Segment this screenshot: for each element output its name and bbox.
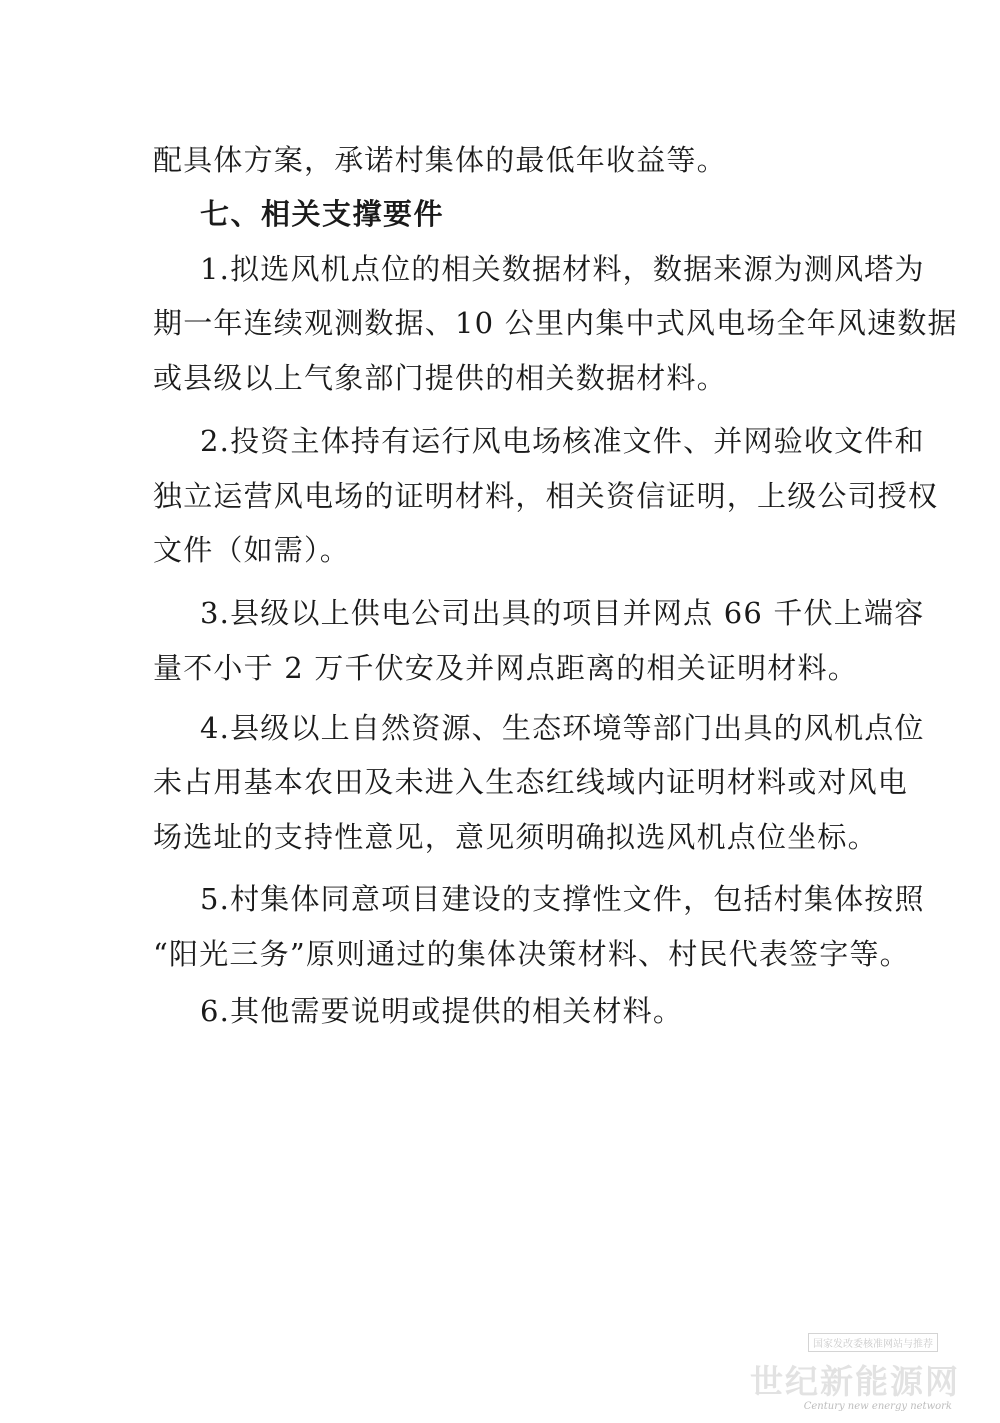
paragraph-line: 或县级以上气象部门提供的相关数据材料。: [153, 361, 727, 395]
watermark-subtitle: Century new energy network: [803, 1401, 952, 1412]
paragraph-line: 独立运营风电场的证明材料，相关资信证明，上级公司授权: [153, 479, 939, 513]
paragraph-line: 4.县级以上自然资源、生态环境等部门出具的风机点位: [200, 711, 925, 745]
section-heading: 七、相关支撑要件: [200, 197, 445, 231]
paragraph-line: 3.县级以上供电公司出具的项目并网点 66 千伏上端容: [200, 596, 925, 630]
site-watermark: [750, 1302, 980, 1422]
paragraph-line: 文件（如需）。: [153, 533, 350, 567]
paragraph-line: 1.拟选风机点位的相关数据材料，数据来源为测风塔为: [200, 252, 925, 286]
paragraph-line: 场选址的支持性意见，意见须明确拟选风机点位坐标。: [153, 820, 878, 854]
paragraph-line: 期一年连续观测数据、10 公里内集中式风电场全年风速数据: [153, 306, 958, 340]
watermark-brand: 世纪新能源网: [750, 1362, 960, 1401]
paragraph-line: 未占用基本农田及未进入生态红线域内证明材料或对风电: [153, 765, 909, 799]
paragraph-line: 2.投资主体持有运行风电场核准文件、并网验收文件和: [200, 424, 925, 458]
paragraph-line: 配具体方案，承诺村集体的最低年收益等。: [153, 143, 727, 177]
paragraph-line: 量不小于 2 万千伏安及并网点距离的相关证明材料。: [153, 651, 858, 685]
paragraph-line: 6.其他需要说明或提供的相关材料。: [200, 994, 684, 1028]
paragraph-line: 5.村集体同意项目建设的支撑性文件，包括村集体按照: [200, 882, 925, 916]
paragraph-line: “阳光三务”原则通过的集体决策材料、村民代表签字等。: [153, 937, 910, 971]
watermark-tag: 国家发改委核准网站与推荐: [808, 1333, 938, 1352]
